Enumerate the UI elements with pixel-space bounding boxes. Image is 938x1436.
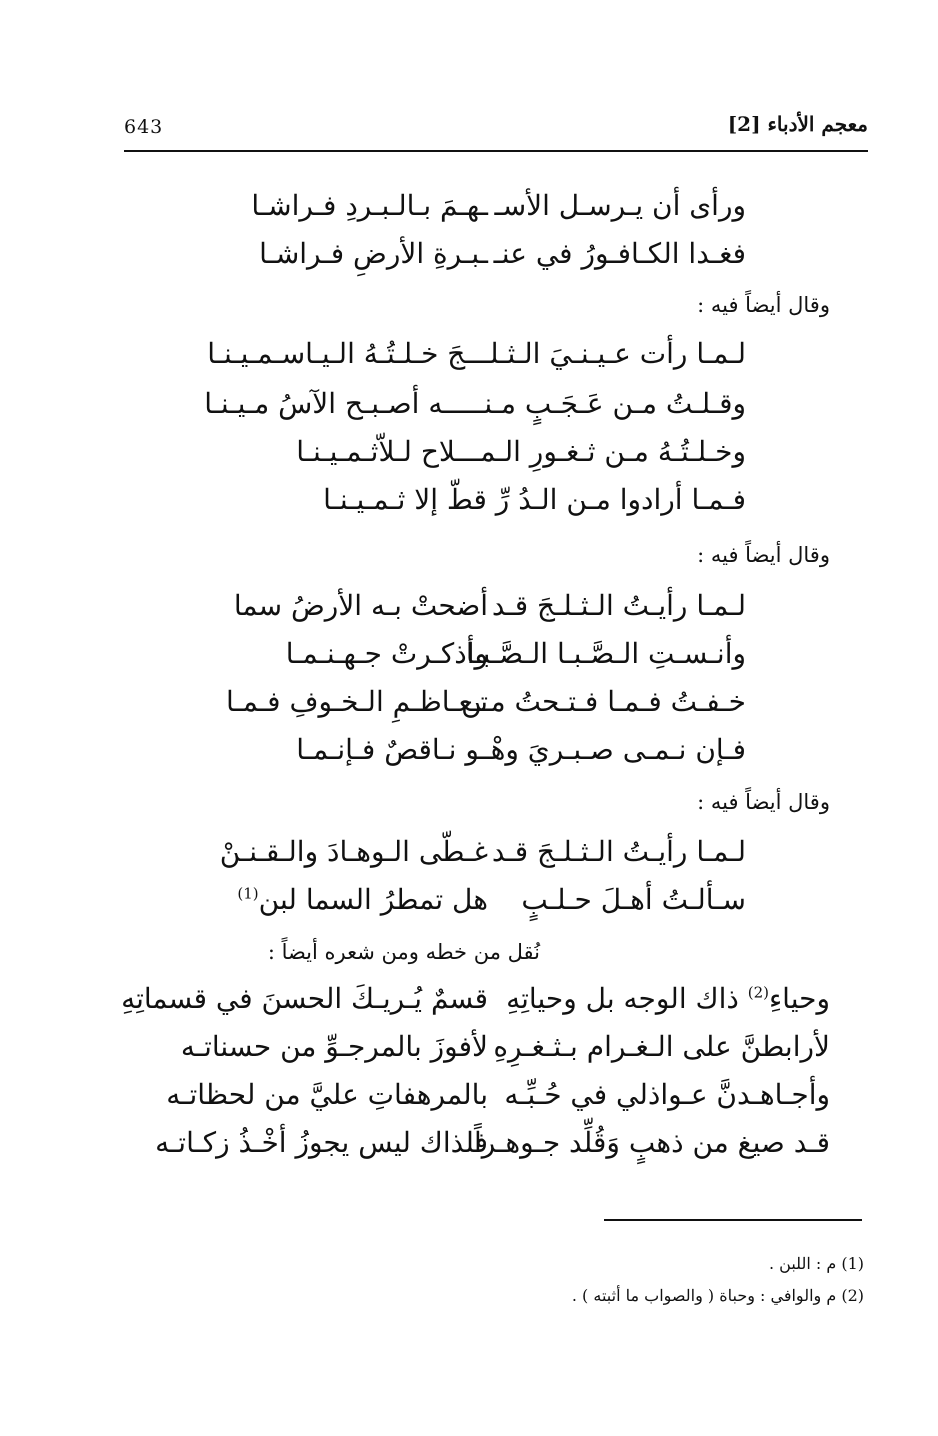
verse-first-hemistich: فغـدا الكـافـورُ في عنـ bbox=[493, 237, 746, 270]
section-intro: وقال أيضاً فيه : bbox=[697, 790, 830, 814]
verse-text: وحياءِ bbox=[769, 982, 830, 1015]
footnote-marker: (1) bbox=[237, 884, 259, 903]
verse-text: هل تمطرُ السما لبن bbox=[258, 883, 488, 916]
verse-first-hemistich: وأجـاهـدنَّ عـواذلي في حُـبِّـه bbox=[504, 1078, 830, 1111]
verse-second-hemistich bbox=[237, 883, 488, 916]
verse-first-hemistich: قـد صيغ من ذهبٍ وَقُلِّد جـوهـراً bbox=[473, 1126, 830, 1159]
verse-second-hemistich: ـو نـاقصٌ فـإنـمـا bbox=[296, 733, 488, 766]
verse-second-hemistich: ـبـرةِ الأرضِ فـراشـا bbox=[259, 237, 488, 270]
verse-second-hemistich: وأذكـرتْ جـهـنـمـا bbox=[285, 637, 488, 670]
footnote-rule bbox=[604, 1219, 862, 1221]
verse-second-hemistich: بالمرهفاتِ عليَّ من لحظاتـه bbox=[166, 1078, 488, 1111]
verse-first-hemistich: لـمـا رأيـتُ الـثـلـجَ قـد bbox=[491, 589, 746, 622]
verse-second-hemistich: تـعـاظـمِ الـخـوفِ فـمـا bbox=[226, 685, 488, 718]
verse-line: فـمـا أرادوا مـن الـدُ رِّ قطّ إلا ثـمـيـنـا bbox=[323, 483, 746, 516]
page-number: 643 bbox=[124, 116, 164, 138]
section-intro: نُقل من خطه ومن شعره أيضاً : bbox=[267, 940, 540, 964]
verse-first-hemistich: ورأى أن يـرسـل الأسـ bbox=[494, 189, 746, 222]
header-rule bbox=[124, 150, 868, 152]
footnote-marker: (2) bbox=[747, 983, 770, 1002]
verse-line: لـمـا رأت عـيـنـيَ الـثـلـــجَ خـلـتُـهُ الـيـاسـمـيـنـا bbox=[207, 337, 746, 370]
section-intro: وقال أيضاً فيه : bbox=[697, 293, 830, 317]
verse-second-hemistich: أضحتْ بـه الأرضُ سما bbox=[233, 589, 488, 622]
footnote: (2) م والوافي : وحباة ( والصواب ما أثبته ) . bbox=[571, 1286, 864, 1305]
verse-line: وخـلـتُـهُ مـن ثـغـورِ الـمـــلاح لـلاّثـمـيـنـا bbox=[296, 435, 746, 468]
verse-line: وقـلـتُ مـن عَـجَـبٍ مـنـــــه أصـبـح الآسُ مـيـنـا bbox=[204, 387, 746, 420]
verse-first-hemistich bbox=[506, 982, 830, 1015]
verse-first-hemistich: لأرابطنَّ على الـغـرام بـثـغـرِهِ bbox=[493, 1030, 830, 1063]
verse-second-hemistich: لأفوزَ بالمرجـوِّ من حسناتـه bbox=[180, 1030, 488, 1063]
running-head: معجم الأدباء [2] bbox=[727, 112, 868, 136]
verse-second-hemistich: قسمٌ يُـريـكَ الحسنَ في قسماتِهِ bbox=[121, 982, 488, 1015]
verse-first-hemistich: وأنـسـتِ الـصَّـبـا الـصَّـبـا bbox=[465, 637, 746, 670]
verse-first-hemistich: سـألـتُ أهـلَ حـلـبٍ bbox=[521, 883, 746, 916]
section-intro: وقال أيضاً فيه : bbox=[697, 543, 830, 567]
verse-first-hemistich: فـإن نـمـى صـبـريَ وهْـ bbox=[482, 733, 746, 766]
verse-second-hemistich: ـهـمَ بـالـبـردِ فـراشـا bbox=[251, 189, 488, 222]
verse-text: ذاك الوجه بل وحياتِهِ bbox=[506, 982, 748, 1015]
footnote: (1) م : اللبن . bbox=[768, 1254, 864, 1273]
verse-second-hemistich: فلذاك ليس يجوزُ أخْـذُ زكـاتـه bbox=[155, 1126, 488, 1159]
verse-second-hemistich: غـطّى الـوهـادَ والـقـنـنْ bbox=[219, 835, 488, 868]
verse-first-hemistich: خـفـتُ فـمـا فـتـحتُ مـن bbox=[461, 685, 746, 718]
verse-first-hemistich: لـمـا رأيـتُ الـثـلـجَ قـد bbox=[491, 835, 746, 868]
